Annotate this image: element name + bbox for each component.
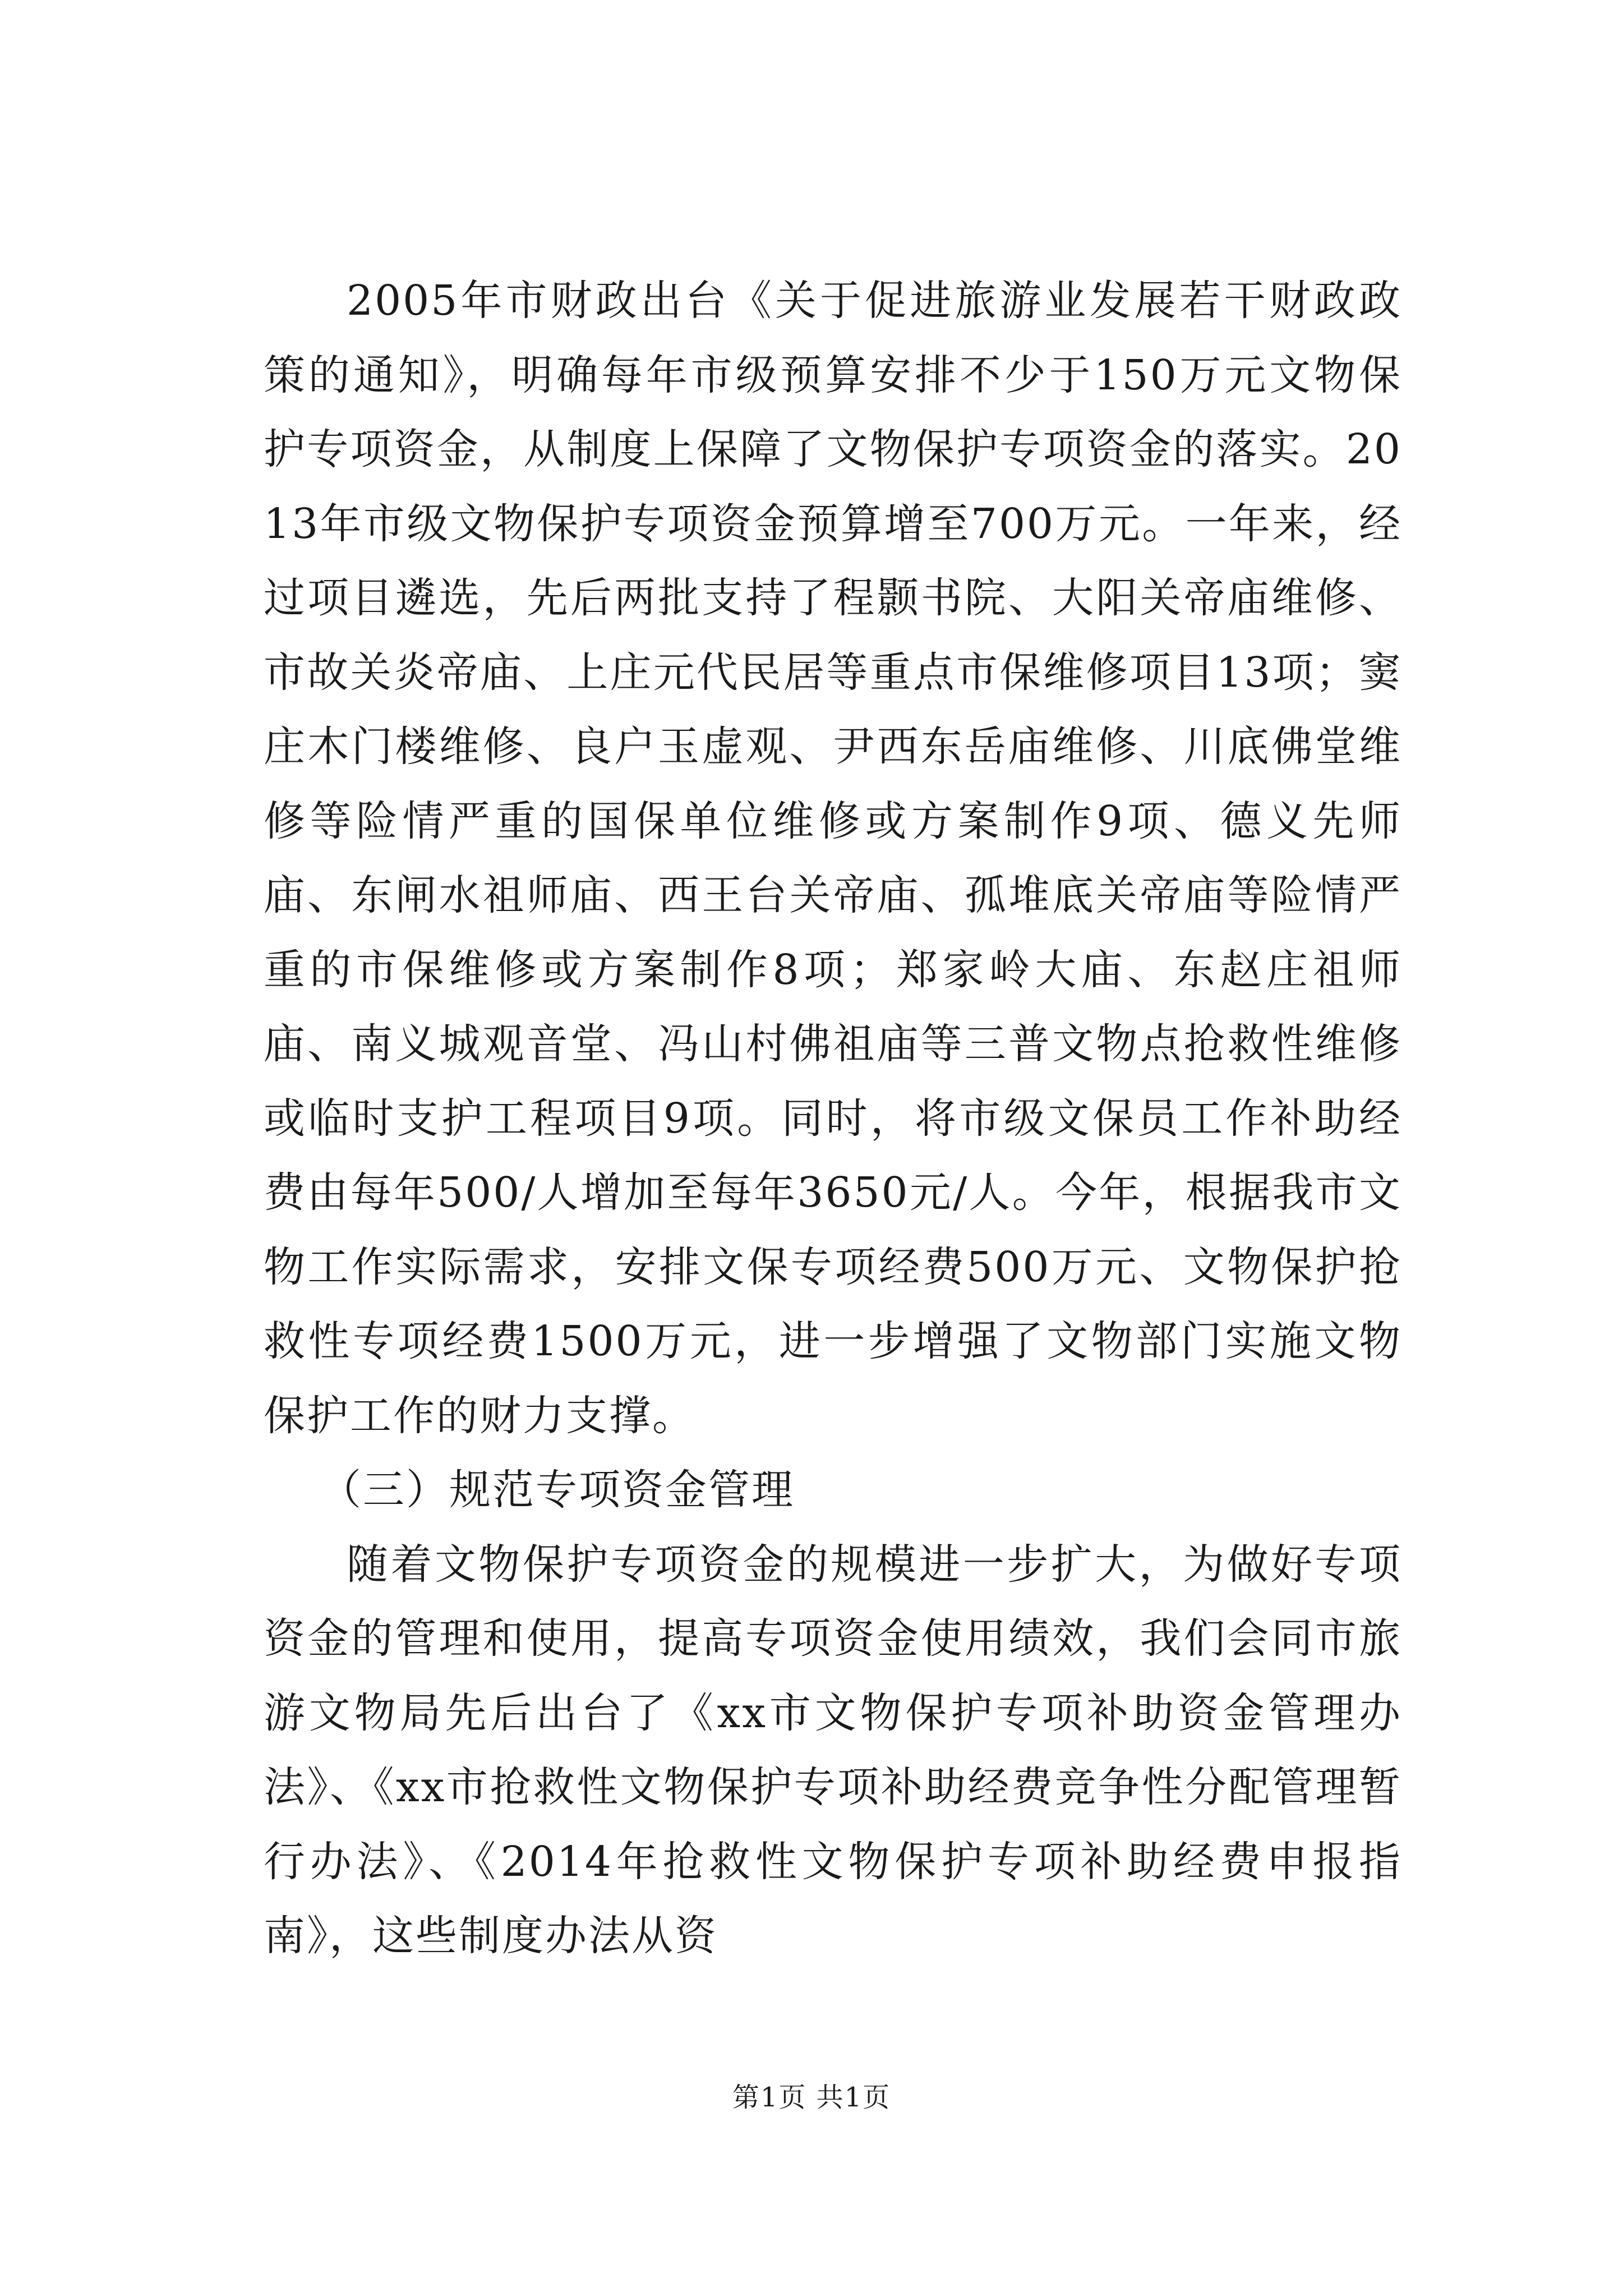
page-footer: 第1页 共1页: [732, 2082, 891, 2113]
body-paragraph-management: 随着文物保护专项资金的规模进一步扩大，为做好专项资金的管理和使用，提高专项资金使用绩效，我们会同市旅游文物局先后出台了《xx市文物保护专项补助资金管理办法》、《xx市抢救性文物保护专项补助经费竞争性分配管理暂行办法》、《2014年抢救性文物保护专项补助经费申报指南》，这些制度办法从资: [264, 1540, 1402, 1960]
document-body: [264, 264, 1402, 1973]
section-heading: （三）规范专项资金管理: [320, 1466, 795, 1514]
body-paragraph-funding: 2005年市财政出台《关于促进旅游业发展若干财政政策的通知》，明确每年市级预算安排不少于150万元文物保护专项资金，从制度上保障了文物保护专项资金的落实。2013年市级文物保护专项资金预算增至700万元。一年来，经过项目遴选，先后两批支持了程颢书院、大阳关帝庙维修、市故关炎帝庙、上庄元代民居等重点市保维修项目13项；窦庄木门楼维修、良户玉虚观、尹西东岳庙维修、川底佛堂维修等险情严重的国保单位维修或方案制作9项、德义先师庙、东闸水祖师庙、西王台关帝庙、孤堆底关帝庙等险情严重的市保维修或方案制作8项；郑家岭大庙、东赵庄祖师庙、南义城观音堂、冯山村佛祖庙等三普文物点抢救性维修或临时支护工程项目9项。同时，将市级文保员工作补助经费由每年500/人增加至每年3650元/人。今年，根据我市文物工作实际需求，安排文保专项经费500万元、文物保护抢救性专项经费1500万元，进一步增强了文物部门实施文物保护工作的财力支撑。: [264, 277, 1402, 1440]
